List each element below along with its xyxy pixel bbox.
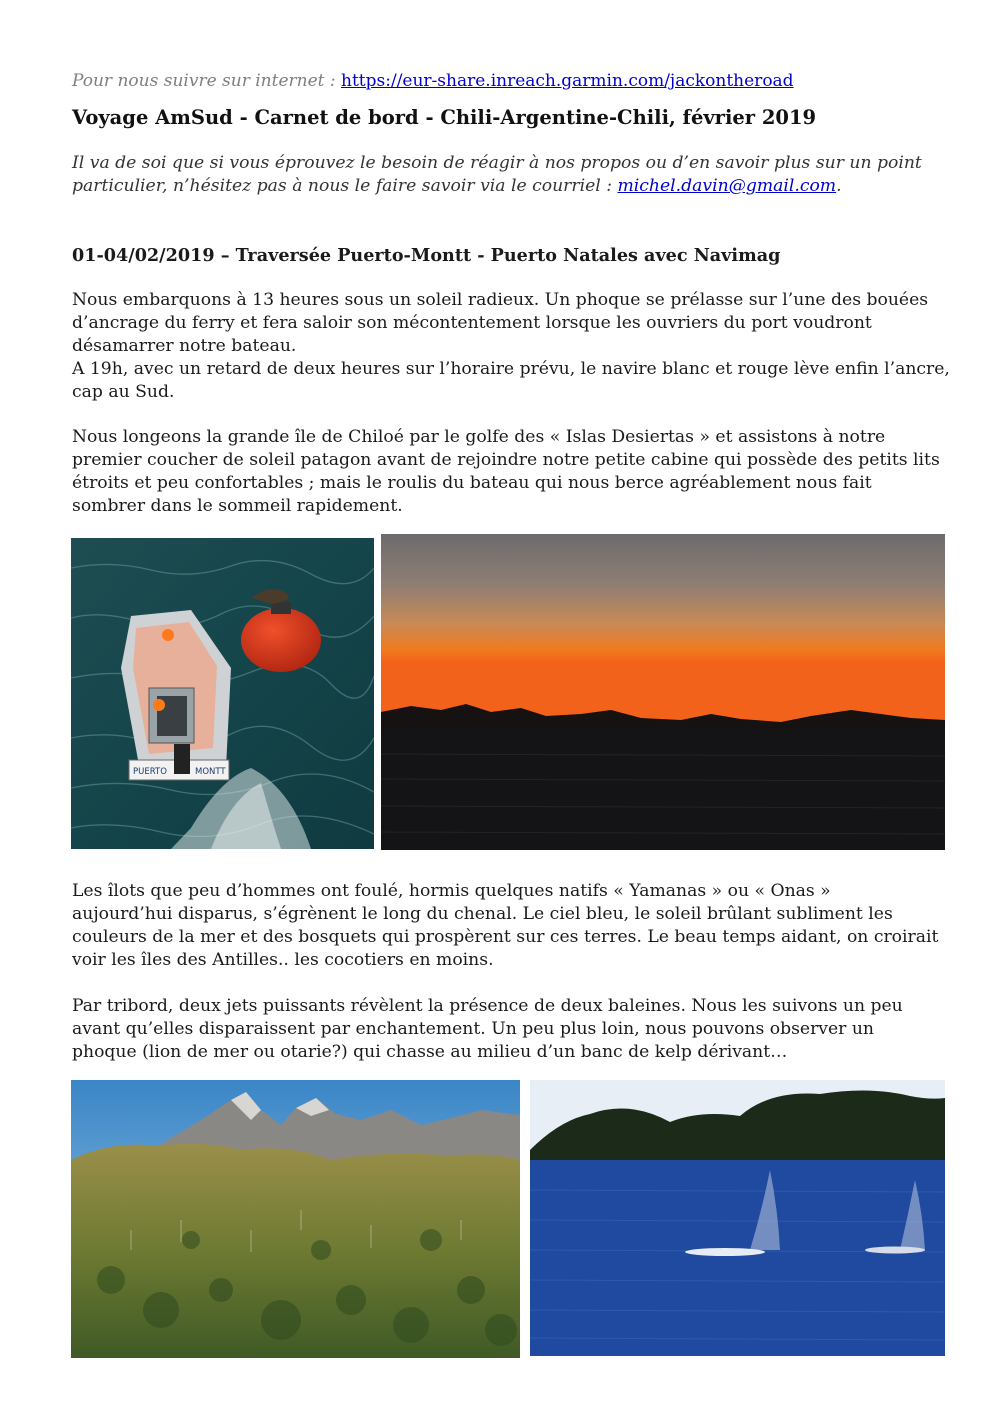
intro-end: .: [836, 176, 842, 196]
photo-whales: [530, 1080, 945, 1356]
email-link[interactable]: michel.davin@gmail.com: [617, 176, 837, 196]
paragraph-line: voir les îles des Antilles.. les cocotiers en moins.: [72, 950, 494, 970]
paragraph-line: étroits et peu confortables ; mais le roulis du bateau qui nous berce agréablement nous fait: [72, 473, 872, 493]
page-title: Voyage AmSud - Carnet de bord - Chili-Argentine-Chili, février 2019: [72, 106, 817, 129]
photo-boat-buoy: [71, 538, 374, 849]
paragraph-4: [72, 995, 952, 1064]
paragraph-line: A 19h, avec un retard de deux heures sur l’horaire prévu, le navire blanc et rouge lève enfin l’ancre,: [72, 359, 950, 379]
paragraph-line: Les îlots que peu d’hommes ont foulé, hormis quelques natifs « Yamanas » ou « Onas »: [72, 881, 831, 901]
hull-text-2: MONTT: [195, 767, 226, 777]
intro-line-2: [72, 175, 842, 198]
paragraph-line: avant qu’elles disparaissent par enchantement. Un peu plus loin, nous pouvons observer un: [72, 1019, 874, 1039]
paragraph-line: d’ancrage du ferry et fera saloir son mécontentement lorsque les ouvriers du port voudront: [72, 313, 872, 333]
follow-label: Pour nous suivre sur internet :: [72, 71, 342, 91]
intro-text: particulier, n’hésitez pas à nous le faire savoir via le courriel :: [72, 176, 618, 196]
paragraph-line: aujourd’hui disparus, s’égrènent le long du chenal. Le ciel bleu, le soleil brûlant subliment les: [72, 904, 893, 924]
paragraph-1: [72, 289, 952, 404]
paragraph-line: phoque (lion de mer ou otarie?) qui chasse au milieu d’un banc de kelp dérivant…: [72, 1042, 788, 1062]
paragraph-3: [72, 880, 952, 972]
follow-link[interactable]: https://eur-share.inreach.garmin.com/jackontheroad: [341, 71, 794, 91]
follow-line: [72, 70, 794, 93]
photo-mountains: [71, 1080, 520, 1358]
hull-text-1: PUERTO: [133, 767, 167, 777]
paragraph-line: sombrer dans le sommeil rapidement.: [72, 496, 403, 516]
paragraph-line: premier coucher de soleil patagon avant de rejoindre notre petite cabine qui possède des petits lits: [72, 450, 940, 470]
paragraph-line: couleurs de la mer et des bosquets qui prospèrent sur ces terres. Le beau temps aidant, on croirait: [72, 927, 939, 947]
section-heading: 01-04/02/2019 – Traversée Puerto-Montt - Puerto Natales avec Navimag: [72, 245, 781, 266]
photo-sunset: [381, 534, 945, 850]
paragraph-line: Nous longeons la grande île de Chiloé par le golfe des « Islas Desiertas » et assistons à notre: [72, 427, 886, 447]
paragraph-2: [72, 426, 952, 518]
paragraph-line: cap au Sud.: [72, 382, 175, 402]
paragraph-line: Par tribord, deux jets puissants révèlent la présence de deux baleines. Nous les suivons un peu: [72, 996, 903, 1016]
paragraph-line: Nous embarquons à 13 heures sous un soleil radieux. Un phoque se prélasse sur l’une des bouées: [72, 290, 929, 310]
paragraph-line: désamarrer notre bateau.: [72, 336, 297, 356]
intro-line-1: Il va de soi que si vous éprouvez le besoin de réagir à nos propos ou d’en savoir plus sur un point: [72, 153, 922, 173]
